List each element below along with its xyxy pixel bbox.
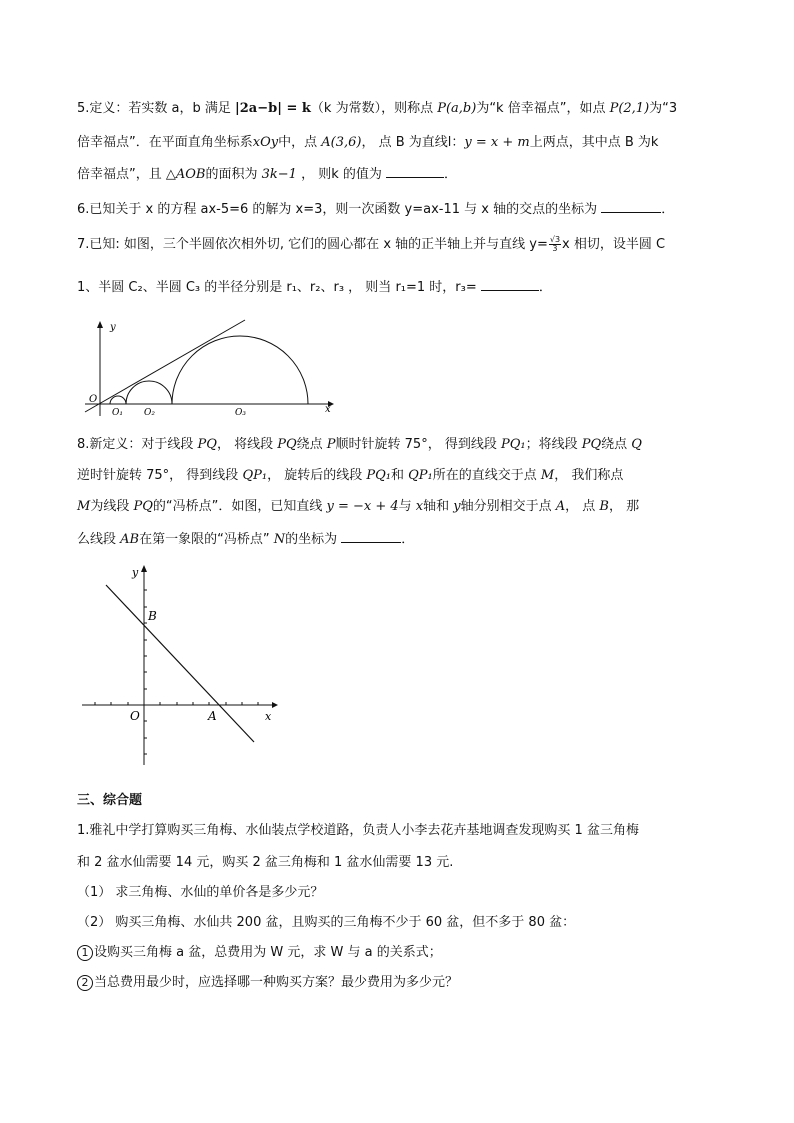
line-graph-figure: [76, 560, 286, 775]
q8-math: N: [273, 532, 286, 547]
q8-text: 轴和: [423, 499, 454, 514]
q8-text: 在第一象限的“冯桥点”: [139, 532, 274, 547]
y-axis-label: y: [110, 322, 116, 333]
q5-text: ．: [444, 167, 458, 182]
q8-text: ；将线段: [525, 437, 582, 452]
q5-text: 为“3: [649, 101, 678, 116]
q5-text: 5.定义：若实数 a，b 满足: [77, 101, 236, 116]
q8-math: y = −x + 4: [326, 499, 399, 514]
tangent-line: [85, 320, 245, 412]
q7-text: ．: [538, 280, 552, 295]
q8-line-4: [77, 528, 414, 549]
q7-text: 7.已知: 如图，三个半圆依次相外切, 它们的圆心都在 x 轴的正半轴上并与直线 y=: [77, 237, 548, 252]
q5-math: P(2,1): [609, 101, 650, 116]
q6-line: [77, 198, 674, 219]
semicircle-c3: [172, 336, 308, 404]
answer-blank: [341, 528, 401, 543]
center-o2-label: O₂: [144, 408, 155, 418]
circled-number-2: 2: [77, 975, 93, 991]
circled-number-1: 1: [77, 945, 93, 961]
q8-line-1: [77, 436, 642, 454]
x-axis-label: x: [325, 404, 331, 415]
line-ab: [106, 585, 254, 742]
q8-text: 绕点: [601, 437, 632, 452]
q5-text: 上两点，其中点 B 为k: [529, 135, 659, 150]
q5-line-1: [77, 100, 677, 118]
point-a-label: A: [208, 709, 217, 723]
point-b-label: B: [148, 609, 157, 623]
q5-line-2: [77, 134, 658, 152]
q5-line-3: [77, 163, 457, 184]
q8-text: 所在的直线交于点: [432, 468, 541, 483]
q8-math: PQ₁: [366, 468, 391, 483]
q7-line-2: [77, 276, 552, 297]
y-axis-label: y: [132, 566, 139, 579]
y-axis-arrow: [141, 565, 147, 572]
p1-item-2: [77, 974, 458, 992]
q8-text: 顺时针旋转 75°， 得到线段: [335, 437, 501, 452]
q8-math: Q: [631, 437, 642, 452]
q8-text: 和: [390, 468, 409, 483]
q8-text: 的坐标为: [285, 532, 342, 547]
q5-math: y = x + m: [464, 135, 530, 150]
q8-text: 8.新定义：对于线段: [77, 437, 198, 452]
q8-math: x: [415, 499, 424, 514]
q5-text: 倍幸福点”．在平面直角坐标系: [77, 135, 253, 150]
center-o3-label: O₃: [235, 408, 246, 418]
section-heading: 三、综合题: [77, 793, 143, 808]
q8-math: QP₁: [242, 468, 268, 483]
fraction-sqrt3-over-3: $\frac{√3}{3}$: [549, 235, 561, 253]
q7-line-1: [77, 236, 665, 254]
q8-math: AB: [120, 532, 140, 547]
p1-sub-2: （2） 购买三角梅、水仙共 200 盆，且购买的三角梅不少于 60 盆，但不多于 80 盆：: [77, 915, 576, 930]
semicircle-c1: [110, 396, 126, 404]
q8-math: PQ: [197, 437, 217, 452]
answer-blank: [481, 276, 539, 291]
p1-line-1: 1.雅礼中学打算购买三角梅、水仙装点学校道路，负责人小李去花卉基地调查发现购买 1 盆三角梅: [77, 823, 639, 838]
q5-text: 倍幸福点”，且: [77, 167, 166, 182]
center-o1-label: O₁: [112, 408, 123, 418]
answer-blank: [601, 198, 661, 213]
q8-math: PQ: [581, 437, 602, 452]
q5-text: ， 则k 的值为: [296, 167, 386, 182]
q8-text: 逆时针旋转 75°， 得到线段: [77, 468, 243, 483]
q5-text: 中，点: [278, 135, 322, 150]
q8-text: ， 旋转后的线段: [267, 468, 367, 483]
q8-line-2: [77, 467, 623, 485]
y-axis-arrow: [97, 321, 103, 328]
q8-math: y: [453, 499, 461, 514]
q8-math: A: [555, 499, 566, 514]
q8-text: 为线段: [90, 499, 134, 514]
q8-math: PQ₁: [500, 437, 526, 452]
p1-item-text: 设购买三角梅 a 盆，总费用为 W 元，求 W 与 a 的关系式；: [94, 945, 442, 960]
q8-text: ， 点: [565, 499, 600, 514]
q8-math: M: [540, 468, 555, 483]
q8-text: 与: [398, 499, 416, 514]
q8-math: M: [77, 499, 91, 514]
origin-label: O: [89, 394, 98, 405]
q5-math: P(a,b): [437, 101, 477, 116]
q8-line-3: [77, 498, 639, 516]
q6-text: ．: [661, 202, 675, 217]
p1-sub-1: （1） 求三角梅、水仙的单价各是多少元？: [77, 885, 324, 900]
q5-text: （k 为常数），则称点: [310, 101, 438, 116]
semicircles-figure: [80, 312, 340, 420]
origin-label: O: [130, 709, 140, 723]
q8-math: QP₁: [408, 468, 433, 483]
q8-math: B: [599, 499, 609, 514]
q5-math: xOy: [252, 135, 279, 150]
p1-line-2: 和 2 盆水仙需要 14 元，购买 2 盆三角梅和 1 盆水仙需要 13 元.: [77, 855, 454, 870]
q5-math: 3k−1: [261, 167, 297, 182]
q5-abs-expr: |2a−b| = k: [235, 101, 311, 116]
q8-text: ．: [401, 532, 415, 547]
q8-text: 么线段: [77, 532, 121, 547]
q8-text: 轴分别相交于点: [460, 499, 556, 514]
x-axis-arrow: [272, 702, 278, 708]
q8-math: P: [326, 437, 336, 452]
q5-math: A(3,6): [321, 135, 362, 150]
q8-math: PQ: [133, 499, 153, 514]
q5-text: 的面积为: [205, 167, 262, 182]
q8-text: ， 那: [608, 499, 640, 514]
x-axis-label: x: [265, 710, 272, 723]
q5-math: △AOB: [165, 167, 206, 182]
q8-math: PQ: [277, 437, 297, 452]
q5-text: ， 点 B 为直线l：: [361, 135, 465, 150]
q8-text: ， 将线段: [216, 437, 278, 452]
q5-text: 为“k 倍幸福点”，如点: [476, 101, 610, 116]
q7-text: 1、半圆 C₂、半圆 C₃ 的半径分别是 r₁、r₂、r₃ ， 则当 r₁=1 时，r₃=: [77, 280, 481, 295]
p1-item-text: 当总费用最少时，应选择哪一种购买方案？最少费用为多少元？: [94, 975, 459, 990]
p1-item-1: [77, 944, 442, 962]
q6-text: 6.已知关于 x 的方程 ax-5=6 的解为 x=3，则一次函数 y=ax-11 与 x 轴的交点的坐标为: [77, 202, 602, 217]
q8-text: ， 我们称点: [554, 468, 624, 483]
answer-blank: [386, 163, 444, 178]
q8-text: 的“冯桥点”．如图，已知直线: [152, 499, 327, 514]
q7-text: x 相切，设半圆 C: [562, 237, 666, 252]
q8-text: 绕点: [296, 437, 327, 452]
